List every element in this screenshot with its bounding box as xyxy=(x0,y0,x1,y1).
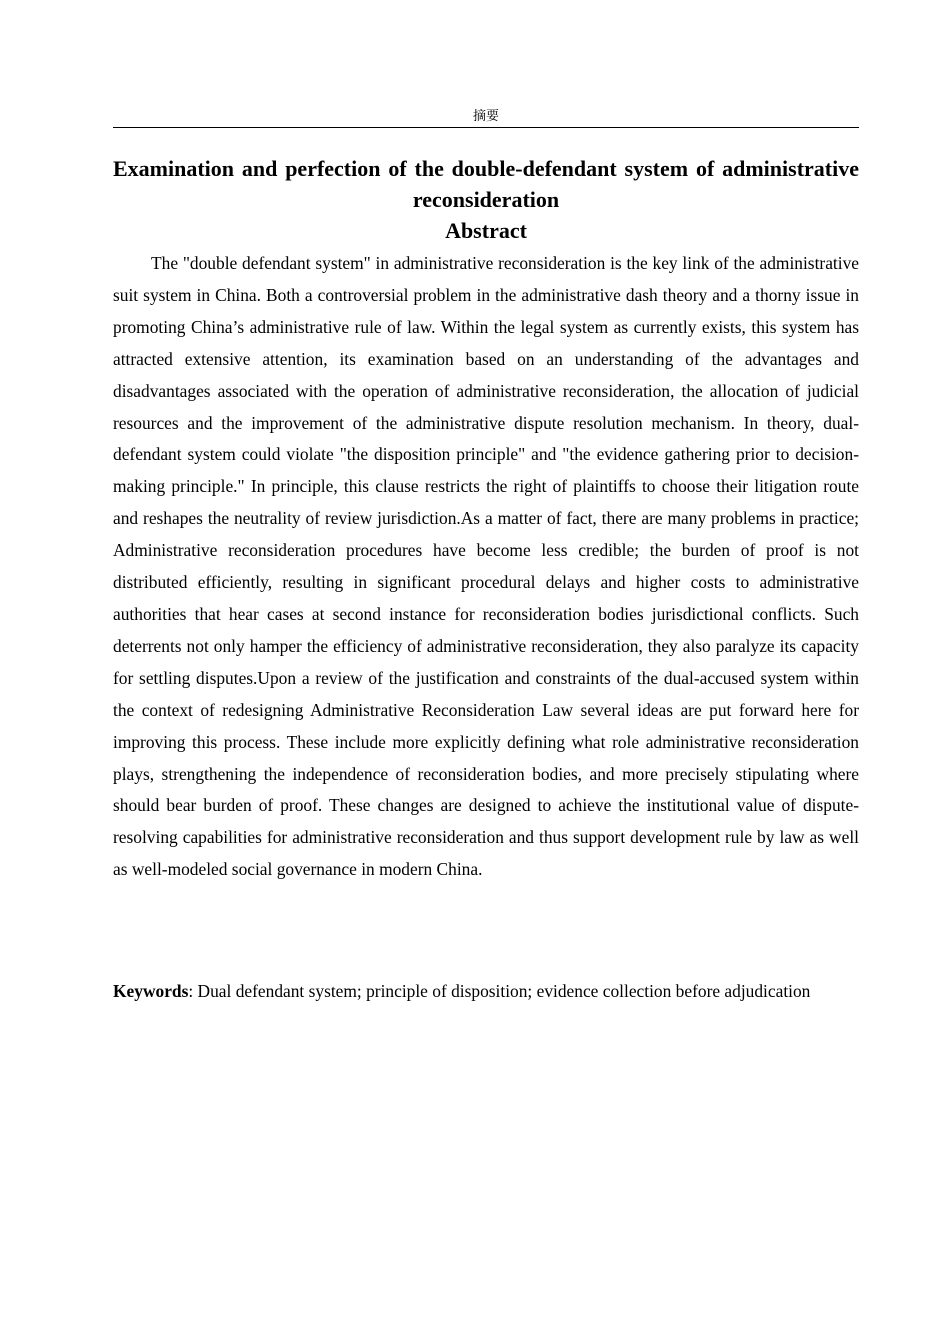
abstract-body: The "double defendant system" in administrative reconsideration is the key link of the administrative suit system in China. Both a controversial problem in the administrative dash theory and a thorny issue in promoting China’s administrative rule of law. Within the legal system as currently exists, this system has attracted extensive attention, its examination based on an understanding of the advantages and disadvantages associated with the operation of administrative reconsideration, the allocation of judicial resources and the improvement of the administrative dispute resolution mechanism. In theory, dual-defendant system could violate "the disposition principle" and "the evidence gathering prior to decision-making principle." In principle, this clause restricts the right of plaintiffs to choose their litigation route and reshapes the neutrality of review jurisdiction.As a matter of fact, there are many problems in practice; Administrative reconsideration procedures have become less credible; the burden of proof is not distributed efficiently, resulting in significant procedural delays and higher costs to administrative authorities that hear cases at second instance for reconsideration bodies jurisdictional conflicts. Such deterrents not only hamper the efficiency of administrative reconsideration, they also paralyze its capacity for settling disputes.Upon a review of the justification and constraints of the dual-accused system within the context of redesigning Administrative Reconsideration Law several ideas are put forward here for improving this process. These include more explicitly defining what role administrative reconsideration plays, strengthening the independence of reconsideration bodies, and more precisely stipulating where should bear burden of proof. These changes are designed to achieve the institutional value of dispute-resolving capabilities for administrative reconsideration and thus support development rule by law as well as well-modeled social governance in modern China. xyxy=(113,253,859,880)
running-header: 摘要 xyxy=(472,109,499,124)
abstract-heading: Abstract xyxy=(445,218,527,243)
keywords-line xyxy=(113,979,859,1004)
keywords-label: Keywords xyxy=(113,981,189,1001)
keywords-text: Dual defendant system; principle of disposition; evidence collection before adjudication xyxy=(197,981,811,1001)
paper-title: Examination and perfection of the double-defendant system of administrative reconsideration xyxy=(113,156,859,212)
keywords-separator: : xyxy=(188,981,198,1001)
header-divider xyxy=(113,127,859,128)
